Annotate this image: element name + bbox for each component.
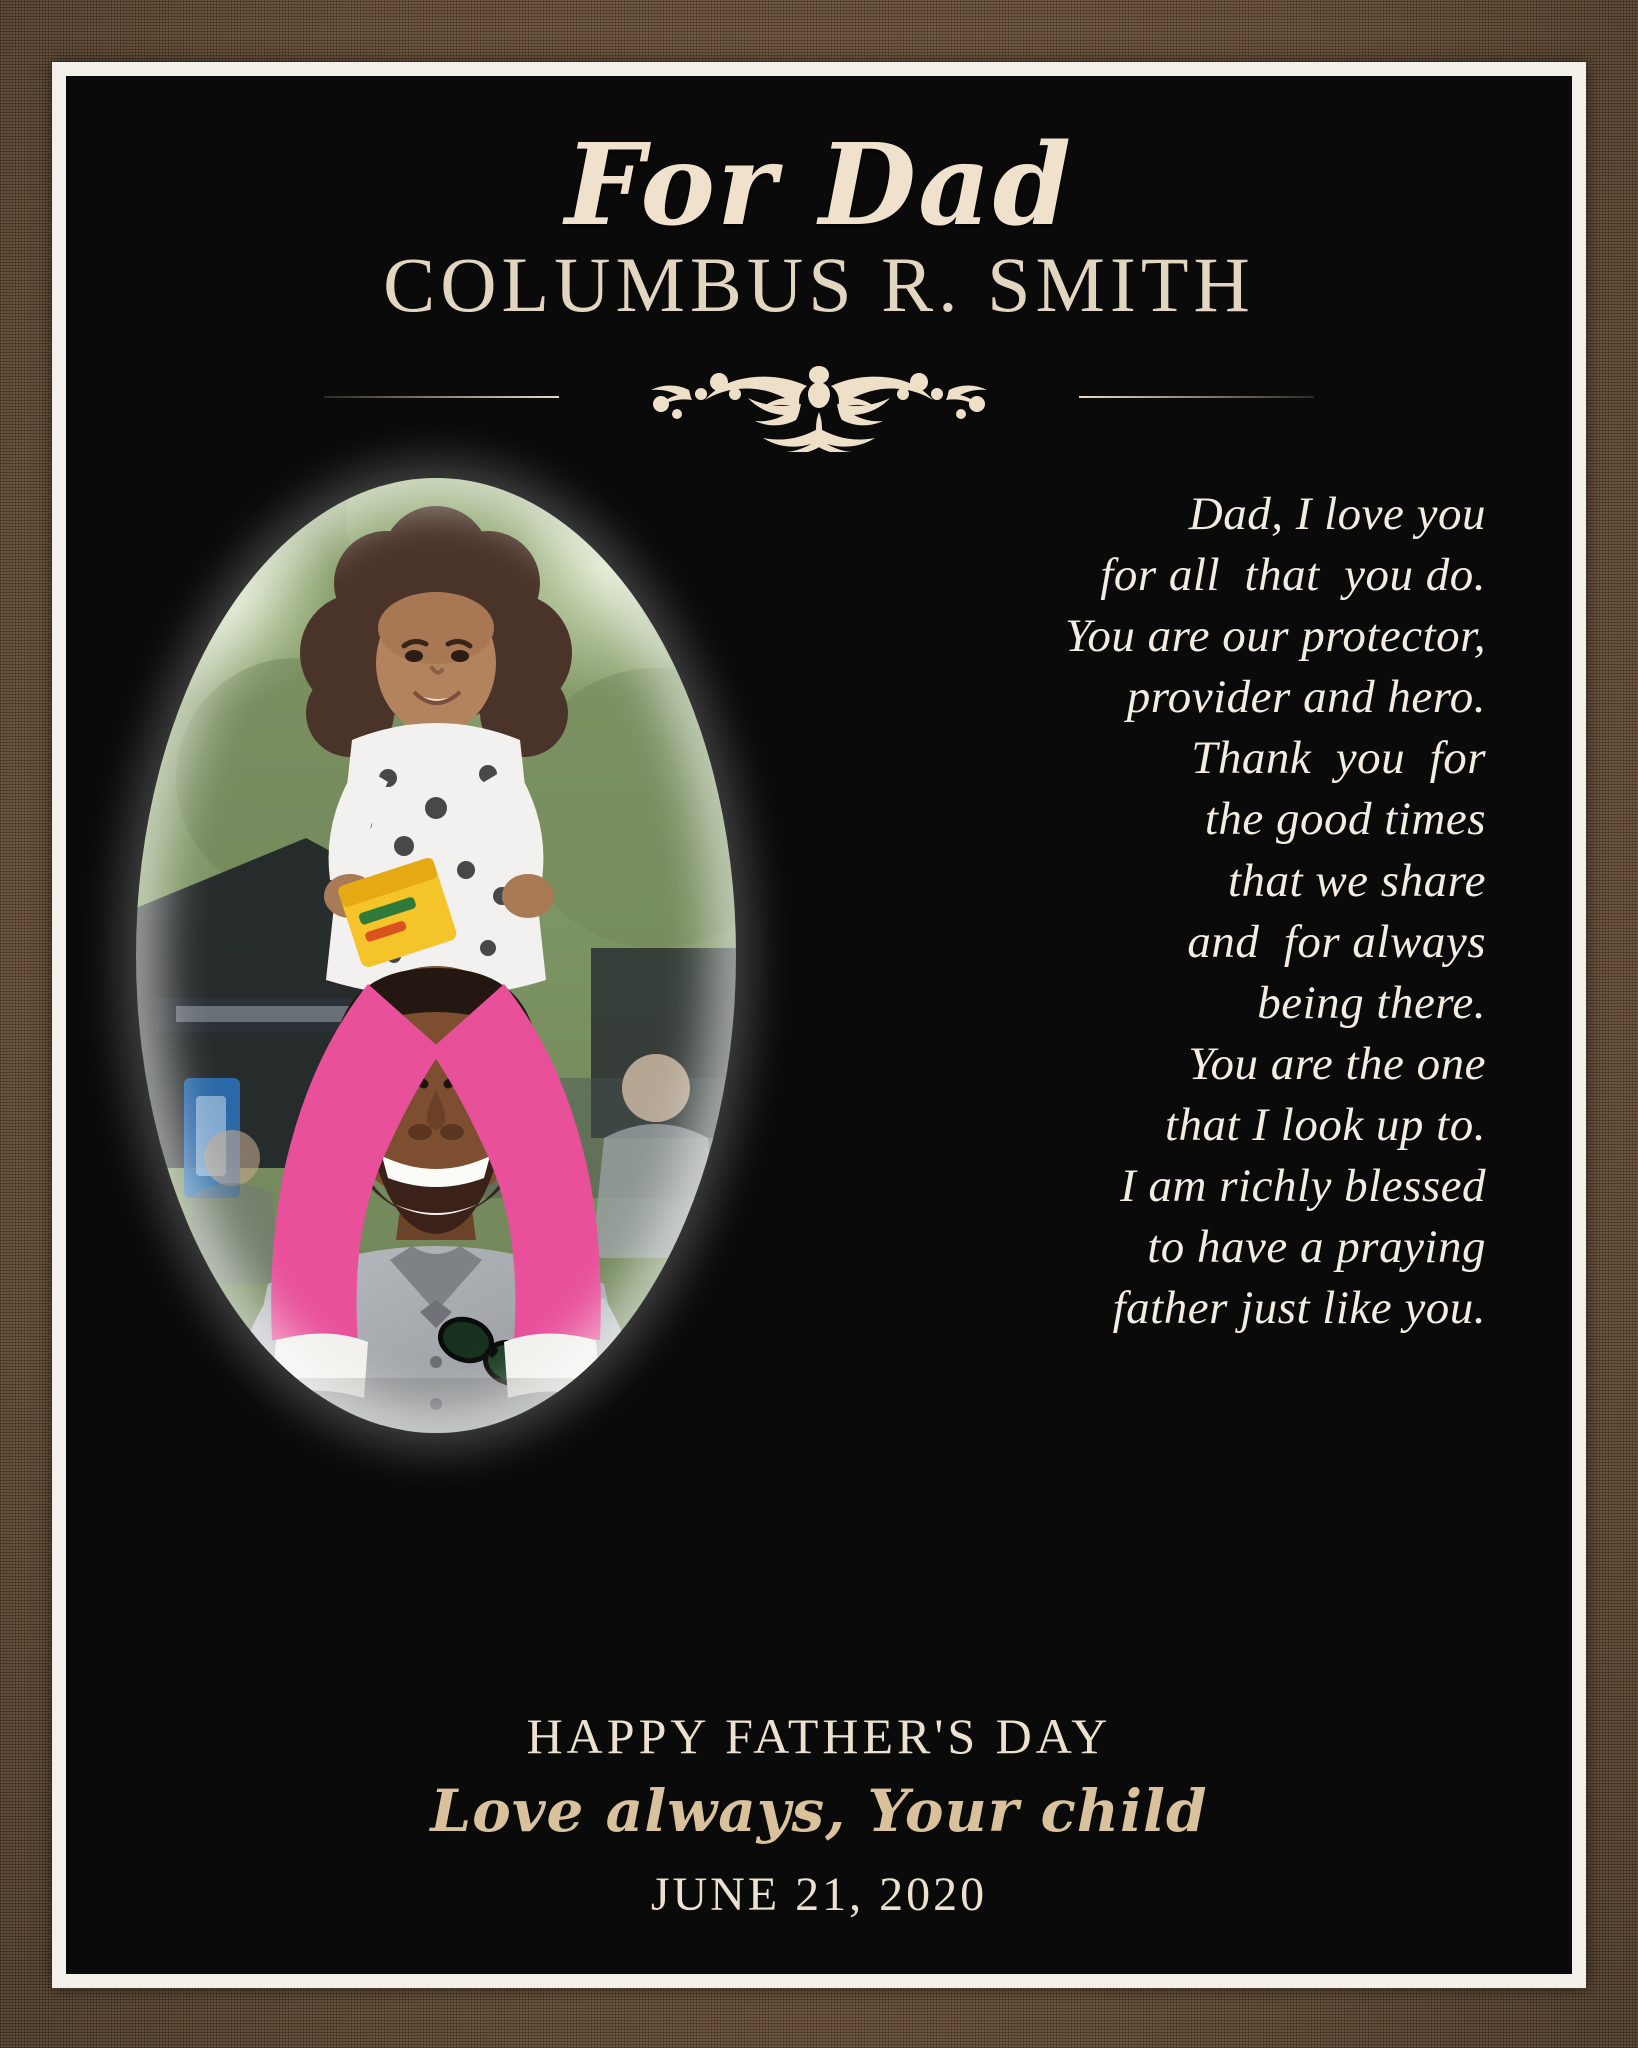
page-title: For Dad [564,120,1074,251]
ornament-divider [66,342,1572,452]
floral-scroll-ornament-icon [569,342,1069,452]
poem-line: that we share [1227,854,1486,907]
poem-line: Dad, I love you [1188,488,1486,540]
photo-illustration [136,478,736,1433]
signature-text: Love always, Your child [430,1777,1208,1845]
greeting-text: HAPPY FATHER'S DAY [526,1708,1112,1764]
poem-line: the good times [1204,793,1486,846]
poem-line: and for always [1187,915,1486,968]
poem-line: Thank you for [1191,732,1486,785]
poem-line: that I look up to. [1165,1098,1486,1151]
footer [66,1707,1572,1922]
poem-line: for all that you do. [1100,549,1486,602]
divider-rule-right [1079,396,1314,398]
poem-line: You are our protector, [1065,610,1486,663]
poem-line: father just like you. [1112,1282,1486,1335]
content-row [66,452,1572,1458]
poem-line: I am richly blessed [1120,1160,1486,1213]
header [66,76,1572,452]
plaque-canvas [66,76,1572,1974]
poem-line: provider and hero. [1126,671,1486,724]
date-text: JUNE 21, 2020 [650,1868,988,1921]
poem-text [746,478,1512,1339]
divider-rule-left [324,396,559,398]
poem-line: You are the one [1188,1037,1486,1090]
oval-photo [136,478,736,1433]
poem-line: being there. [1257,976,1486,1029]
recipient-name: COLUMBUS R. SMITH [383,241,1255,328]
inner-white-frame [52,62,1586,1988]
poem-line: to have a praying [1147,1221,1486,1274]
photo-frame [126,478,746,1458]
